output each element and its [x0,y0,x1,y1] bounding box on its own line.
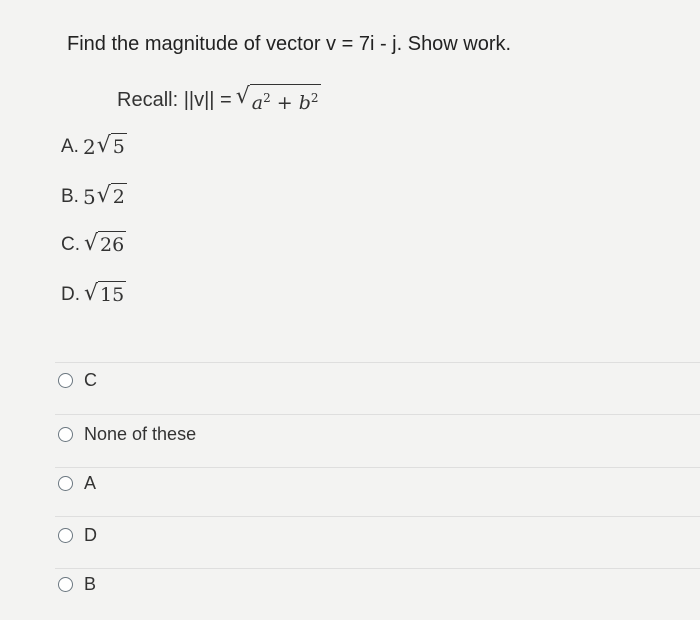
var-b: b [298,92,311,114]
radio-button[interactable] [58,528,73,543]
radio-button[interactable] [58,427,73,442]
option-label: B [84,573,97,594]
choice-radicand: 15 [98,281,126,308]
option-divider [55,362,700,363]
choice-radicand: 26 [98,231,126,258]
answer-option-c[interactable] [58,366,97,394]
choice-d [61,281,126,308]
option-divider [55,414,700,415]
choice-a [61,133,127,160]
radio-button[interactable] [58,373,73,388]
choice-radicand: 2 [111,183,127,210]
plus-sign: + [270,92,299,114]
choice-sqrt: √ 2 [96,183,125,208]
var-a: a [251,92,264,114]
answer-option-a[interactable] [58,469,96,497]
option-label: D [84,524,97,545]
sqrt-expression: √ $a^2 + b^2$ [235,84,319,114]
recall-prefix: Recall: ||v|| = [117,88,232,111]
exp-b: 2 [310,91,319,105]
option-divider [55,568,700,569]
choice-radicand: 5 [111,133,127,160]
option-divider [55,516,700,517]
answer-option-b[interactable] [58,570,96,598]
option-label: None of these [84,423,197,444]
choice-sqrt: √ 15 [84,281,125,306]
question-title: Find the magnitude of vector v = 7i - j. Show work. [67,33,512,55]
choice-c [61,231,126,258]
choice-sqrt: √ 26 [84,231,125,256]
choice-sqrt: √ 5 [96,133,125,158]
radio-button[interactable] [58,476,73,491]
option-label: A [84,472,97,493]
choice-label: A. [61,135,79,157]
choice-label: D. [61,283,80,305]
choice-b [61,183,127,210]
choice-coefficient: 2 [82,134,96,159]
option-divider [55,467,700,468]
radio-button[interactable] [58,577,73,592]
answer-option-d[interactable] [58,521,97,549]
choice-label: B. [61,185,79,207]
answer-option-none[interactable] [58,420,196,448]
choice-coefficient: 5 [82,184,96,209]
option-label: C [84,369,97,390]
exp-a: 2 [263,91,271,105]
choice-label: C. [61,233,80,255]
recall-formula [117,84,321,116]
